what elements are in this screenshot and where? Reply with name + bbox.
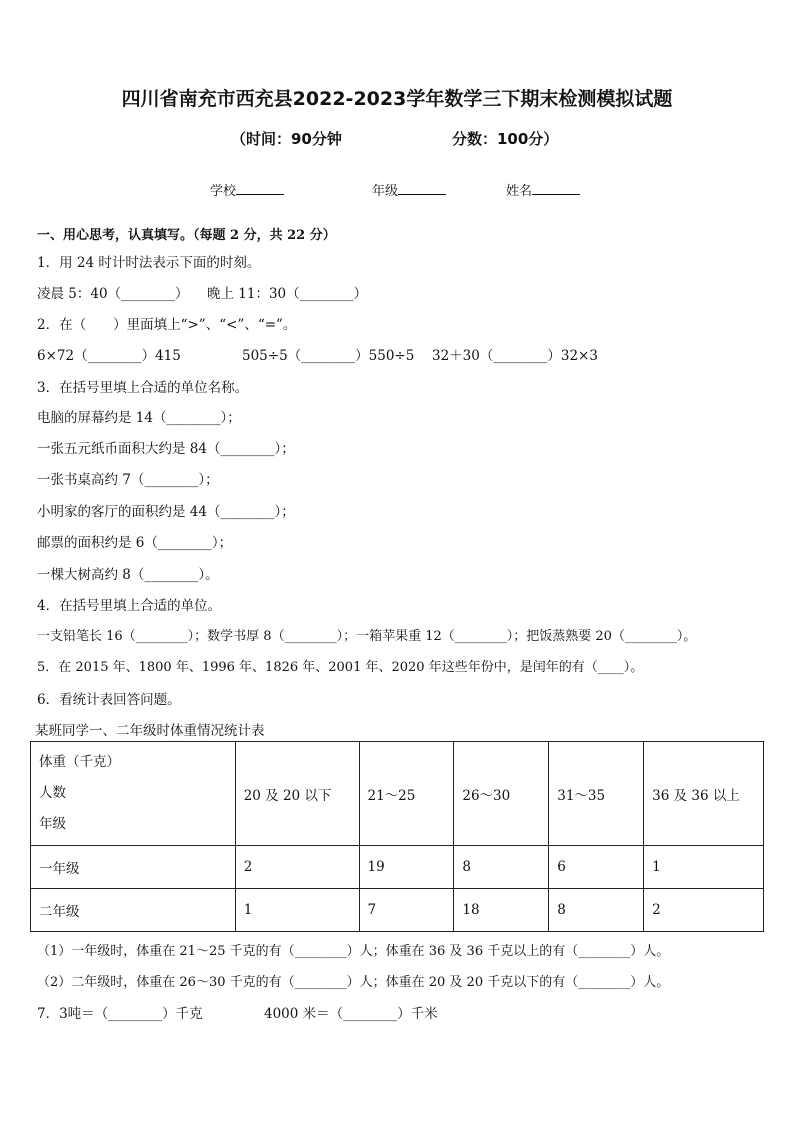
weight-table: [30, 741, 764, 932]
q2-item-a[interactable]: 6×72（________）415: [37, 348, 181, 364]
column-header: 36 及 36 以上: [644, 742, 764, 846]
grade-field[interactable]: [372, 180, 446, 199]
table-cell: 1: [644, 846, 764, 889]
q1-item-b[interactable]: 晚上 11：30（________）: [207, 286, 368, 302]
q3-line[interactable]: 小明家的客厅的面积约是 44（________）；: [37, 504, 295, 520]
school-field[interactable]: [210, 180, 284, 199]
q2-item-b[interactable]: 505÷5（________）550÷5: [242, 348, 415, 364]
q3-line[interactable]: 电脑的屏幕约是 14（________）；: [37, 410, 241, 426]
q1-item-a[interactable]: 凌晨 5：40（________）: [37, 286, 189, 302]
q4-stem: 4．在括号里填上合适的单位。: [37, 598, 222, 614]
table-corner-cell: [31, 742, 236, 846]
corner-weight-label: 体重（千克）: [39, 754, 120, 770]
q6-sub1[interactable]: （1）一年级时，体重在 21～25 千克的有（________）人；体重在 36 及 36 千克以上的有（________）人。: [37, 944, 670, 959]
exam-score: 分数：100分）: [452, 130, 559, 148]
q7-item-b[interactable]: 4000 米＝（________）千米: [264, 1006, 438, 1022]
table-cell: 2: [235, 846, 359, 889]
table-cell: 2: [644, 889, 764, 932]
table-cell: 18: [454, 889, 549, 932]
corner-count-label: 人数: [39, 785, 66, 801]
table-cell: 7: [359, 889, 454, 932]
school-label: 学校: [210, 184, 237, 199]
column-header: 21～25: [359, 742, 454, 846]
row-label: 二年级: [31, 889, 236, 932]
table-title: 某班同学一、二年级时体重情况统计表: [35, 723, 265, 739]
table-row: [31, 846, 764, 889]
exam-time: （时间：90分钟: [231, 130, 342, 148]
name-label: 姓名: [506, 184, 533, 199]
exam-title: 四川省南充市西充县2022-2023学年数学三下期末检测模拟试题: [121, 88, 673, 110]
q3-line[interactable]: 一张书桌高约 7（________）；: [37, 472, 219, 488]
column-header: 26～30: [454, 742, 549, 846]
q3-line[interactable]: 邮票的面积约是 6（________）；: [37, 535, 233, 551]
name-field[interactable]: [506, 180, 580, 199]
grade-label: 年级: [372, 184, 399, 199]
q3-line[interactable]: 一棵大树高约 8（________）。: [37, 567, 219, 583]
q5-line[interactable]: 5．在 2015 年、1800 年、1996 年、1826 年、2001 年、2020 年这些年份中，是闰年的有（____）。: [37, 660, 644, 675]
school-blank[interactable]: [236, 182, 284, 195]
column-header: 20 及 20 以下: [235, 742, 359, 846]
name-blank[interactable]: [532, 182, 580, 195]
section-heading: 一、用心思考，认真填写。（每题 2 分，共 22 分）: [37, 228, 336, 243]
q6-sub2[interactable]: （2）二年级时，体重在 26～30 千克的有（________）人；体重在 20 及 20 千克以下的有（________）人。: [37, 975, 670, 990]
table-header-row: [31, 742, 764, 846]
row-label: 一年级: [31, 846, 236, 889]
table-cell: 8: [454, 846, 549, 889]
q2-stem: 2．在（ ）里面填上“>”、“<”、“=”。: [37, 317, 297, 333]
table-cell: 1: [235, 889, 359, 932]
q3-line[interactable]: 一张五元纸币面积大约是 84（________）；: [37, 441, 295, 457]
q3-stem: 3．在括号里填上合适的单位名称。: [37, 380, 249, 396]
q6-stem: 6．看统计表回答问题。: [37, 692, 181, 708]
q4-line[interactable]: 一支铅笔长 16（________）；数学书厚 8（________）；一箱苹果重 12（________）；把饭蒸熟要 20（________）。: [37, 629, 697, 644]
q7-item-a[interactable]: 7．3吨＝（________）千克: [37, 1006, 203, 1022]
table-cell: 19: [359, 846, 454, 889]
table-cell: 6: [549, 846, 644, 889]
table-row: [31, 889, 764, 932]
grade-blank[interactable]: [398, 182, 446, 195]
corner-grade-label: 年级: [39, 816, 66, 832]
column-header: 31～35: [549, 742, 644, 846]
q1-stem: 1．用 24 时计时法表示下面的时刻。: [37, 255, 261, 271]
table-cell: 8: [549, 889, 644, 932]
q2-item-c[interactable]: 32＋30（________）32×3: [432, 348, 598, 364]
